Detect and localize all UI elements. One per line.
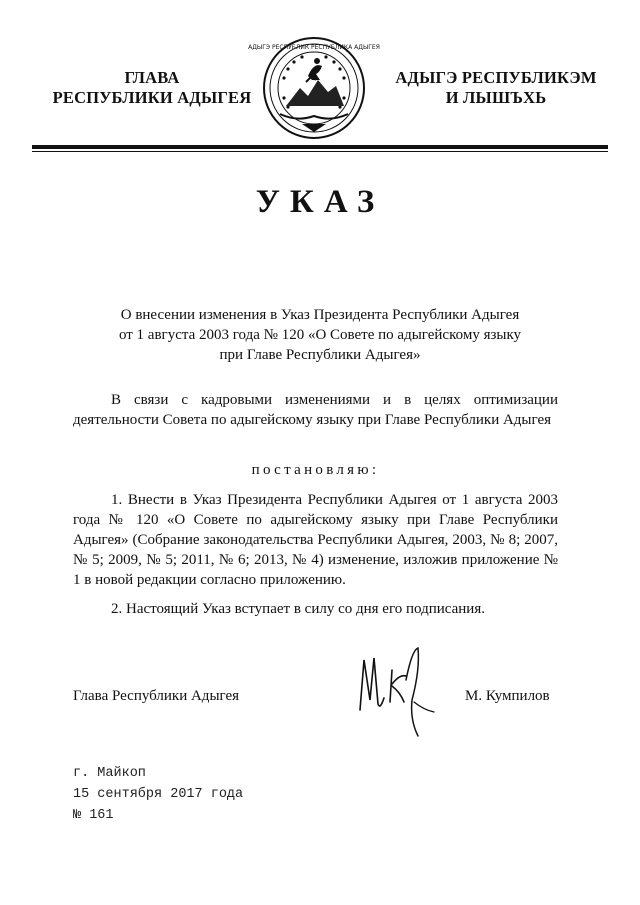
header-divider-thick xyxy=(32,145,608,149)
coat-of-arms-emblem xyxy=(248,36,380,140)
subject-line: от 1 августа 2003 года № 120 «О Совете по адыгейскому языку xyxy=(118,327,522,343)
header-right-block xyxy=(376,68,616,108)
item-2-paragraph: 2. Настоящий Указ вступает в силу со дня его подписания. xyxy=(111,601,485,617)
preamble-paragraph: В связи с кадровыми изменениями и в целях оптимизации деятельности Совета по адыгейскому языку при Главе Республики Адыгея xyxy=(73,392,558,428)
header-right-line2: И ЛЫШЪХЬ xyxy=(445,88,547,107)
emblem-text: АДЫГЭ РЕСПУБЛИК РЕСПУБЛИКА АДЫГЕЯ xyxy=(248,44,380,51)
document-title: УКАЗ xyxy=(255,184,385,220)
signature-graphic xyxy=(340,640,450,740)
header-left-line2: РЕСПУБЛИКИ АДЫГЕЯ xyxy=(52,88,252,107)
handwritten-signature xyxy=(340,640,450,740)
footer-date: 15 сентября 2017 года xyxy=(73,787,244,802)
emblem-graphic xyxy=(248,36,380,140)
header-left-line1: ГЛАВА xyxy=(124,68,180,87)
subject-line: О внесении изменения в Указ Президента Республики Адыгея xyxy=(120,307,520,323)
document-footer xyxy=(73,763,243,826)
decree-word: постановляю: xyxy=(251,462,380,478)
header-right-line1: АДЫГЭ РЕСПУБЛИКЭМ xyxy=(395,68,597,87)
signatory-position: Глава Республики Адыгея xyxy=(73,688,240,704)
document-subject xyxy=(60,305,580,365)
subject-line: при Главе Республики Адыгея» xyxy=(219,347,421,363)
item-1-paragraph: 1. Внести в Указ Президента Республики Адыгея от 1 августа 2003 года № 120 «О Совете по адыгейскому языку при Главе Республики Адыгея» (Собрание законодательства Республики Адыгея, 2003, № 8; 2007, № 5; 2009, № 5; 2011, № 6; 2013, № 4) изменение, изложив приложение № 1 в новой редакции согласно приложению. xyxy=(73,492,558,588)
signatory-name: М. Кумпилов xyxy=(465,688,550,704)
header-left-block xyxy=(32,68,272,108)
footer-number: № 161 xyxy=(73,808,114,823)
footer-city: г. Майкоп xyxy=(73,766,146,781)
header-divider-thin xyxy=(32,151,608,152)
